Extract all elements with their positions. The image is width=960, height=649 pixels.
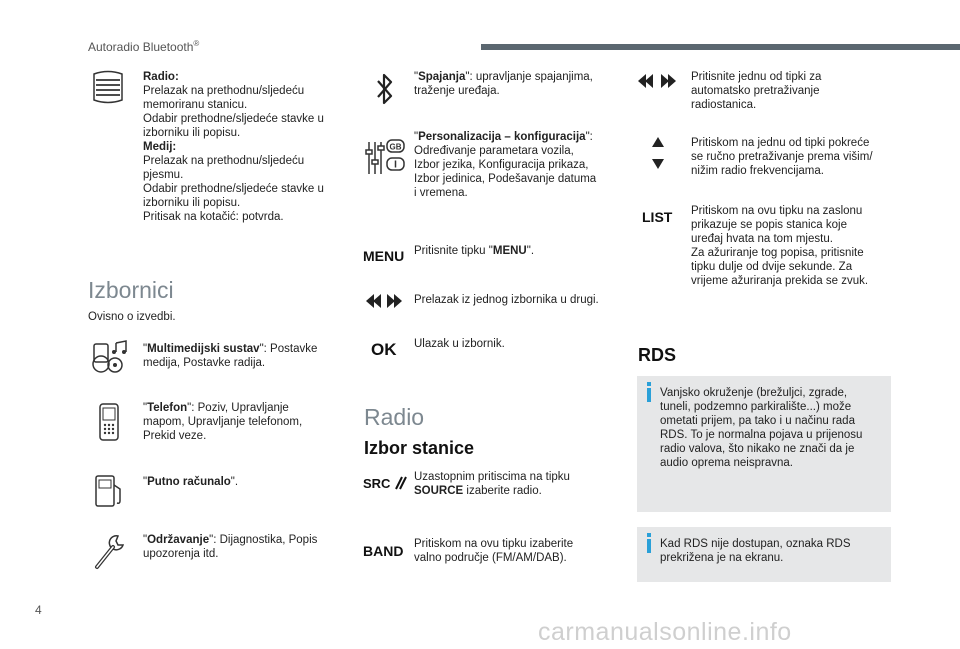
page-number: 4 xyxy=(35,603,42,617)
text-line: Prelazak na prethodnu/sljedeću xyxy=(143,85,305,97)
station-selection-heading: Izbor stanice xyxy=(364,438,475,458)
up-down-arrows-icon xyxy=(651,136,665,170)
menus-heading: Izbornici xyxy=(88,277,174,303)
gb-label: GB xyxy=(389,142,402,152)
manual-search-description: Pritiskom na jednu od tipki pokreće se ručno pretraživanje prema višim/ nižim radio frekvencijama. xyxy=(691,137,873,177)
text-line: Odabir prethodne/sljedeće stavke u xyxy=(143,113,324,125)
maintenance-term: Održavanje xyxy=(147,534,210,546)
note-text: Kad RDS nije dostupan, oznaka RDS prekrižena je na ekranu. xyxy=(660,538,851,564)
arrows-description: Prelazak iz jednog izbornika u drugi. xyxy=(414,294,599,306)
radio-media-description xyxy=(143,70,324,224)
text-line: memoriranu stanicu. xyxy=(143,99,248,111)
seek-description: Pritisnite jednu od tipki za automatsko pretraživanje radiostanica. xyxy=(691,71,822,111)
text-line: Odabir prethodne/sljedeće stavke u xyxy=(143,183,324,195)
ok-description: Ulazak u izbornik. xyxy=(414,338,505,350)
info-icon xyxy=(647,388,651,402)
personalization-description: "Personalizacija – konfiguracija": Određivanje parametara vozila, Izbor jezika, Konfiguracija prikaza, Izbor jedinica, Podešavanje datuma i vremena. xyxy=(414,131,597,199)
phone-description: "Telefon": Poziv, Upravljanje mapom, Upravljanje telefonom, Prekid veze. xyxy=(143,402,303,442)
band-description: Pritiskom na ovu tipku izaberite valno područje (FM/AM/DAB). xyxy=(414,538,574,564)
info-icon xyxy=(647,539,651,553)
text-line: Pritisak na kotačić: potvrda. xyxy=(143,211,284,223)
phone-term: Telefon xyxy=(147,402,188,414)
ok-key: OK xyxy=(371,340,397,359)
rds-heading: RDS xyxy=(638,345,677,365)
src-key-icon xyxy=(363,474,407,492)
multimedia-icon xyxy=(88,340,128,374)
menus-intro: Ovisno o izvedbi. xyxy=(88,311,176,323)
band-key: BAND xyxy=(363,543,404,559)
text-line: Prelazak na prethodnu/sljedeću xyxy=(143,155,305,167)
fuel-pump-icon xyxy=(93,473,125,509)
src-key-label: SRC xyxy=(363,476,391,491)
text-line: Medij: xyxy=(143,141,177,153)
note-text: Vanjsko okruženje (brežuljci, zgrade, tuneli, podzemno parkiralište...) može ometati prijem, pa tako i u načinu rada RDS. To je normalna pojava u prijenosu radio valova, što nikako ne znači da je audio oprema neispravna. xyxy=(660,387,863,469)
rotary-dial-icon xyxy=(92,70,124,104)
running-header: Autoradio Bluetooth® xyxy=(88,39,200,54)
multimedia-term: Multimedijski sustav xyxy=(147,343,260,355)
maintenance-description: "Održavanje": Dijagnostika, Popis upozorenja itd. xyxy=(143,534,318,560)
personalization-term: Personalizacija – konfiguracija xyxy=(418,131,586,143)
src-description: Uzastopnim pritiscima na tipku SOURCE izaberite radio. xyxy=(414,471,570,497)
left-right-arrows-icon xyxy=(365,293,403,309)
rds-note-unavailable xyxy=(637,527,891,582)
bluetooth-icon xyxy=(375,72,395,106)
settings-sliders-icon xyxy=(364,138,406,178)
rds-note-reception xyxy=(637,376,891,512)
pairing-description: "Spajanja": upravljanje spajanjima, traženje uređaja. xyxy=(414,71,593,97)
multimedia-description: "Multimedijski sustav": Postavke medija, Postavke radija. xyxy=(143,343,318,369)
menu-key-description: Pritisnite tipku "MENU". xyxy=(414,245,535,257)
list-description: Pritiskom na ovu tipku na zaslonu prikazuje se popis stanica koje uređaj hvata na tom mjestu. Za ažuriranje tog popisa, pritisnite tipku dulje od dvije sekunde. Za vrijeme ažuriranja prekida se zvuk. xyxy=(691,205,869,287)
trip-description: "Putno računalo". xyxy=(143,476,239,488)
watermark: carmanualsonline.info xyxy=(538,618,792,646)
text-line: pjesmu. xyxy=(143,169,184,181)
text-line: izborniku ili popisu. xyxy=(143,197,241,209)
pairing-term: Spajanja xyxy=(418,71,466,83)
seek-arrows-icon xyxy=(637,73,677,89)
radio-heading: Radio xyxy=(364,404,425,430)
trip-term: Putno računalo xyxy=(147,476,231,488)
wrench-icon xyxy=(92,533,126,571)
text-line: Radio: xyxy=(143,71,179,83)
phone-icon xyxy=(98,402,120,442)
text-line: izborniku ili popisu. xyxy=(143,127,241,139)
list-key: LIST xyxy=(642,209,673,225)
menu-key: MENU xyxy=(363,248,405,264)
header-bar xyxy=(481,44,960,50)
